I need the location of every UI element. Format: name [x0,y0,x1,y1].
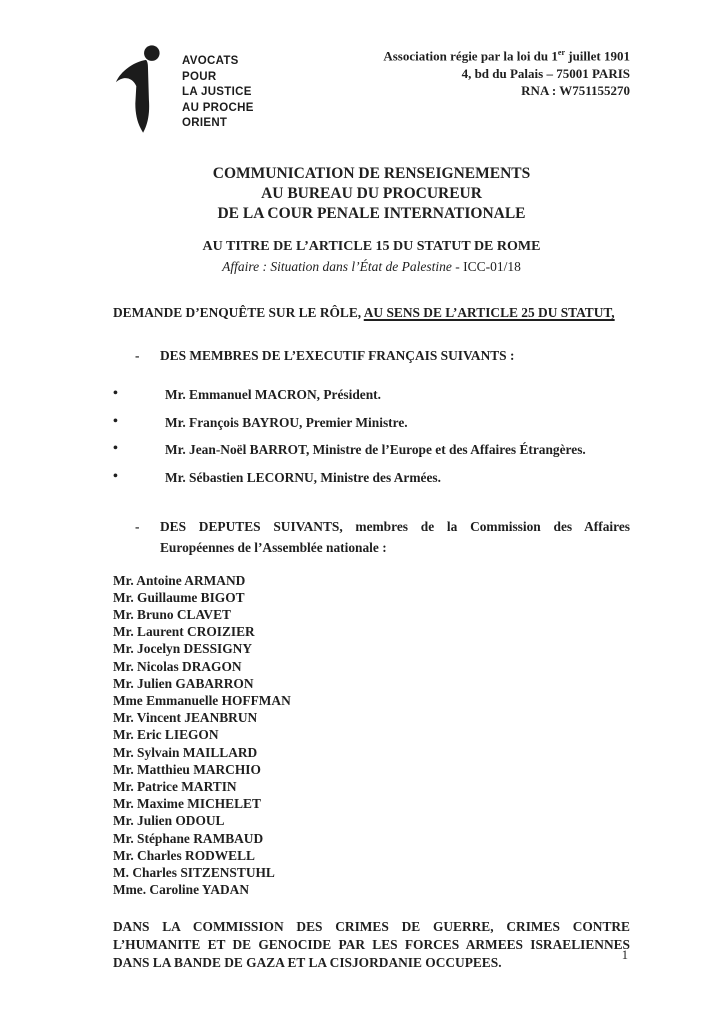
logo-text-line: ORIENT [182,117,228,129]
bullet-icon: • [113,468,118,484]
executive-section-heading: - DES MEMBRES DE L’EXECUTIF FRANÇAIS SUIVANTS : [113,345,630,366]
logo-text-line: POUR [182,70,217,83]
list-item: • Mr. Sébastien LECORNU, Ministre des Armées. [113,468,441,485]
deputy-name: Mr. Julien GABARRON [113,675,254,691]
logo-text-line: LA JUSTICE [182,86,252,98]
deputy-name: Mr. Sylvain MAILLARD [113,744,258,760]
association-info [383,44,630,100]
deputy-name: Mr. Bruno CLAVET [113,606,231,622]
deputy-name: Mr. Vincent JEANBRUN [113,710,258,726]
deputy-name: Mr. Charles RODWELL [113,847,255,863]
bullet-icon: • [113,386,118,401]
dash-marker: - [135,348,140,363]
lawyer-figure-icon [113,40,179,138]
list-item: • Mr. Jean-Noël BARROT, Ministre de l’Europe et des Affaires Étrangères. [113,441,586,457]
logo-text-line: AU PROCHE [182,101,254,114]
executive-members-list [113,386,630,486]
deputy-name: Mr. Patrice MARTIN [113,778,237,794]
list-item: • Mr. Emmanuel MACRON, Président. [113,386,381,402]
closing-paragraph: DANS LA COMMISSION DES CRIMES DE GUERRE, CRIMES CONTRE L’HUMANITE ET DE GENOCIDE PAR LES FORCES ARMEES ISRAELIENNES DANS LA BANDE DE GAZA ET LA CISJORDANIE OCCUPEES. [113,919,630,970]
title-line: DE LA COUR PENALE INTERNATIONALE [217,205,526,222]
list-item: • Mr. François BAYROU, Premier Ministre. [113,413,408,430]
deputy-name: M. Charles SITZENSTUHL [113,864,275,880]
deputy-name: Mr. Julien ODOUL [113,813,225,829]
document-header [113,40,630,138]
document-title [113,164,630,224]
deputies-section-heading: - DES DEPUTES SUIVANTS, membres de la Commission des Affaires Européennes de l’Assemblée nationale : [113,516,630,558]
bullet-icon: • [113,413,118,429]
document-subtitle: AU TITRE DE L’ARTICLE 15 DU STATUT DE ROME [202,239,541,254]
logo-text-line: AVOCATS [182,55,239,67]
underlined-article-reference: AU SENS DE L’ARTICLE 25 DU STATUT, [363,305,615,320]
organization-logo [113,40,254,138]
title-line: AU BUREAU DU PROCUREUR [261,185,482,202]
title-line: COMMUNICATION DE RENSEIGNEMENTS [212,165,531,182]
deputy-name: Mr. Guillaume BIGOT [113,589,245,605]
deputy-name: Mr. Eric LIEGON [113,727,219,743]
request-heading: DEMANDE D’ENQUÊTE SUR LE RÔLE, AU SENS DE L’ARTICLE 25 DU STATUT, [113,305,615,320]
deputy-name: Mr. Laurent CROIZIER [113,624,255,640]
page-number: 1 [621,948,628,962]
bullet-icon: • [113,441,118,456]
case-number: - ICC-01/18 [451,259,521,274]
deputy-name: Mr. Matthieu MARCHIO [113,761,261,777]
case-name: Affaire : Situation dans l’État de Palestine [222,259,452,274]
case-reference [113,258,630,276]
deputy-name: Mr. Stéphane RAMBAUD [113,830,264,846]
deputy-name: Mr. Maxime MICHELET [113,796,261,812]
association-rna: RNA : W751155270 [521,83,630,99]
organization-name [182,54,254,132]
deputies-name-list [113,572,630,899]
deputy-name: Mr. Jocelyn DESSIGNY [113,641,252,657]
association-law-line: Association régie par la loi du 1er juillet 1901 [383,48,630,64]
deputy-name: Mme. Caroline YADAN [113,882,249,898]
association-address: 4, bd du Palais – 75001 PARIS [461,65,630,81]
deputy-name: Mr. Antoine ARMAND [113,572,246,588]
dash-marker: - [135,518,140,534]
deputy-name: Mr. Nicolas DRAGON [113,658,242,674]
deputy-name: Mme Emmanuelle HOFFMAN [113,692,291,708]
